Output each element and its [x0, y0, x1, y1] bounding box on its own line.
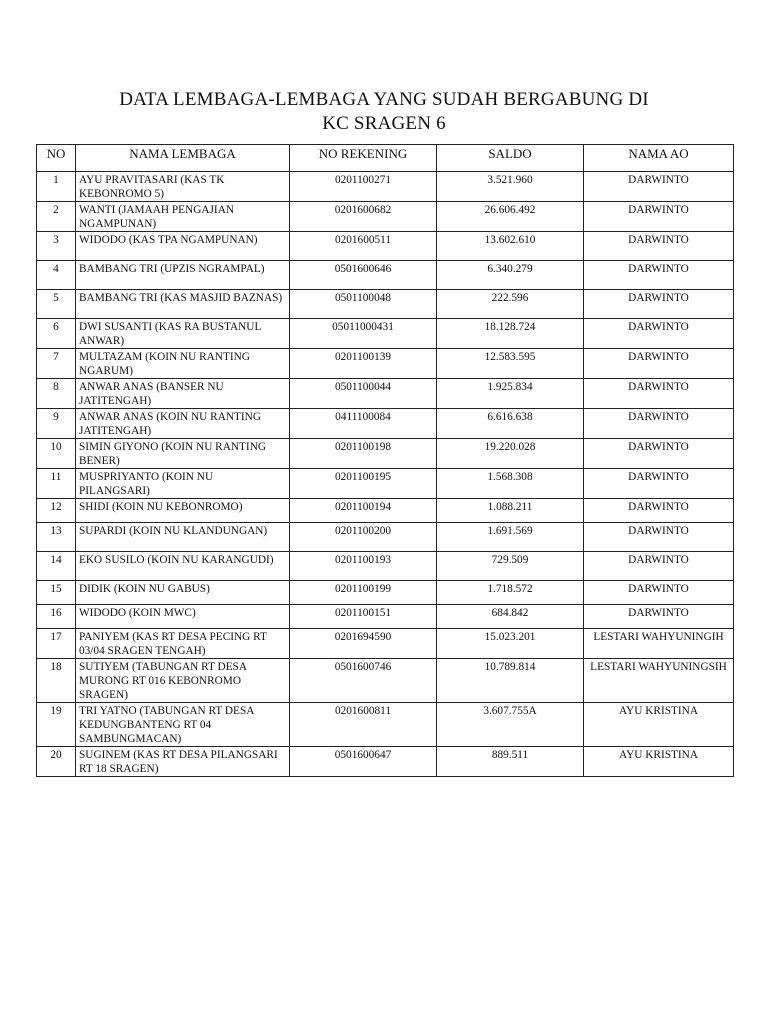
cell-no: 9: [37, 409, 76, 439]
cell-no: 20: [37, 747, 76, 777]
cell-nama-ao: DARWINTO: [584, 202, 734, 232]
table-row: [37, 581, 734, 605]
table-row: [37, 261, 734, 290]
cell-saldo: 26.606.492: [437, 202, 584, 232]
cell-saldo: 889.511: [437, 747, 584, 777]
page-title-line-2: KC SRAGEN 6: [322, 113, 446, 134]
cell-no: 16: [37, 605, 76, 629]
table-body: [37, 172, 734, 777]
cell-no-rekening: 05011000431: [290, 319, 437, 349]
cell-saldo: 3.521.960: [437, 172, 584, 202]
cell-saldo: 6.616.638: [437, 409, 584, 439]
cell-no: 15: [37, 581, 76, 605]
cell-saldo: 1.925.834: [437, 379, 584, 409]
cell-no: 14: [37, 552, 76, 581]
cell-no: 19: [37, 703, 76, 747]
header-nama-ao: NAMA AO: [584, 145, 734, 172]
cell-no: 8: [37, 379, 76, 409]
cell-nama-ao: DARWINTO: [584, 552, 734, 581]
table-row: [37, 659, 734, 703]
cell-saldo: 1.088.211: [437, 499, 584, 523]
table-row: [37, 172, 734, 202]
cell-saldo: 1.568.308: [437, 469, 584, 499]
cell-nama-ao: DARWINTO: [584, 605, 734, 629]
cell-nama-lembaga: MULTAZAM (KOIN NU RANTING NGARUM): [76, 349, 290, 379]
cell-no: 5: [37, 290, 76, 319]
table-row: [37, 232, 734, 261]
cell-no: 13: [37, 523, 76, 552]
cell-saldo: 13.602.610: [437, 232, 584, 261]
cell-nama-ao: DARWINTO: [584, 290, 734, 319]
cell-nama-lembaga: WIDODO (KOIN MWC): [76, 605, 290, 629]
cell-saldo: 1.718.572: [437, 581, 584, 605]
cell-saldo: 10.789.814: [437, 659, 584, 703]
cell-nama-lembaga: SUPARDI (KOIN NU KLANDUNGAN): [76, 523, 290, 552]
cell-no-rekening: 0201100199: [290, 581, 437, 605]
cell-no-rekening: 0501600646: [290, 261, 437, 290]
cell-no-rekening: 0201100198: [290, 439, 437, 469]
cell-nama-lembaga: BAMBANG TRI (KAS MASJID BAZNAS): [76, 290, 290, 319]
header-saldo: SALDO: [437, 145, 584, 172]
cell-nama-ao: DARWINTO: [584, 172, 734, 202]
cell-nama-ao: DARWINTO: [584, 469, 734, 499]
table-row: [37, 629, 734, 659]
cell-nama-ao: DARWINTO: [584, 349, 734, 379]
cell-no-rekening: 0201100271: [290, 172, 437, 202]
cell-no-rekening: 0201100194: [290, 499, 437, 523]
table-row: [37, 469, 734, 499]
cell-nama-ao: DARWINTO: [584, 581, 734, 605]
cell-no-rekening: 0501600647: [290, 747, 437, 777]
cell-nama-ao: AYU KRISTINA: [584, 747, 734, 777]
header-no-rekening: NO REKENING: [290, 145, 437, 172]
cell-no-rekening: 0201600511: [290, 232, 437, 261]
cell-no: 7: [37, 349, 76, 379]
cell-no: 18: [37, 659, 76, 703]
cell-nama-ao: DARWINTO: [584, 523, 734, 552]
cell-no: 3: [37, 232, 76, 261]
data-table: [36, 144, 734, 777]
cell-nama-lembaga: MUSPRIYANTO (KOIN NU PILANGSARI): [76, 469, 290, 499]
cell-no: 17: [37, 629, 76, 659]
cell-saldo: 6.340.279: [437, 261, 584, 290]
cell-no-rekening: 0201100200: [290, 523, 437, 552]
cell-no: 11: [37, 469, 76, 499]
cell-no-rekening: 0201100139: [290, 349, 437, 379]
cell-saldo: 684.842: [437, 605, 584, 629]
cell-nama-lembaga: ANWAR ANAS (KOIN NU RANTING JATITENGAH): [76, 409, 290, 439]
page-title-line-1: DATA LEMBAGA-LEMBAGA YANG SUDAH BERGABUNG DI: [119, 89, 649, 110]
cell-nama-ao: DARWINTO: [584, 499, 734, 523]
cell-nama-lembaga: WIDODO (KAS TPA NGAMPUNAN): [76, 232, 290, 261]
cell-no: 4: [37, 261, 76, 290]
cell-saldo: 729.509: [437, 552, 584, 581]
table-row: [37, 703, 734, 747]
table-row: [37, 499, 734, 523]
cell-nama-ao: DARWINTO: [584, 379, 734, 409]
cell-nama-ao: AYU KRISTINA: [584, 703, 734, 747]
table-row: [37, 290, 734, 319]
table-row: [37, 605, 734, 629]
cell-no: 1: [37, 172, 76, 202]
cell-no: 12: [37, 499, 76, 523]
cell-nama-ao: LESTARI WAHYUNINGSIH: [584, 659, 734, 703]
page-title: [0, 88, 768, 136]
cell-no-rekening: 0201100151: [290, 605, 437, 629]
cell-saldo: 19.220.028: [437, 439, 584, 469]
cell-nama-ao: DARWINTO: [584, 232, 734, 261]
table-row: [37, 552, 734, 581]
table-row: [37, 523, 734, 552]
cell-saldo: 222.596: [437, 290, 584, 319]
cell-no-rekening: 0411100084: [290, 409, 437, 439]
cell-no-rekening: 0201600811: [290, 703, 437, 747]
cell-nama-lembaga: SIMIN GIYONO (KOIN NU RANTING BENER): [76, 439, 290, 469]
cell-nama-ao: DARWINTO: [584, 261, 734, 290]
cell-saldo: 12.583.595: [437, 349, 584, 379]
cell-no: 6: [37, 319, 76, 349]
cell-no-rekening: 0201600682: [290, 202, 437, 232]
table-row: [37, 747, 734, 777]
cell-no-rekening: 0501600746: [290, 659, 437, 703]
cell-nama-lembaga: SUTIYEM (TABUNGAN RT DESA MURONG RT 016 KEBONROMO SRAGEN): [76, 659, 290, 703]
table-row: [37, 439, 734, 469]
cell-nama-ao: DARWINTO: [584, 439, 734, 469]
cell-nama-lembaga: ANWAR ANAS (BANSER NU JATITENGAH): [76, 379, 290, 409]
cell-nama-lembaga: BAMBANG TRI (UPZIS NGRAMPAL): [76, 261, 290, 290]
cell-no-rekening: 0501100044: [290, 379, 437, 409]
cell-saldo: 15.023.201: [437, 629, 584, 659]
cell-nama-ao: DARWINTO: [584, 409, 734, 439]
table-row: [37, 379, 734, 409]
cell-nama-ao: LESTARI WAHYUNINGIH: [584, 629, 734, 659]
cell-no-rekening: 0201100193: [290, 552, 437, 581]
cell-saldo: 18.128.724: [437, 319, 584, 349]
cell-no: 2: [37, 202, 76, 232]
table-row: [37, 202, 734, 232]
header-nama-lembaga: NAMA LEMBAGA: [76, 145, 290, 172]
table-row: [37, 409, 734, 439]
cell-nama-lembaga: DIDIK (KOIN NU GABUS): [76, 581, 290, 605]
cell-nama-lembaga: AYU PRAVITASARI (KAS TK KEBONROMO 5): [76, 172, 290, 202]
table-row: [37, 319, 734, 349]
cell-nama-lembaga: SHIDI (KOIN NU KEBONROMO): [76, 499, 290, 523]
cell-saldo: 3.607.755A: [437, 703, 584, 747]
cell-nama-lembaga: SUGINEM (KAS RT DESA PILANGSARI RT 18 SRAGEN): [76, 747, 290, 777]
cell-nama-lembaga: PANIYEM (KAS RT DESA PECING RT 03/04 SRAGEN TENGAH): [76, 629, 290, 659]
cell-nama-lembaga: DWI SUSANTI (KAS RA BUSTANUL ANWAR): [76, 319, 290, 349]
cell-no: 10: [37, 439, 76, 469]
cell-no-rekening: 0201694590: [290, 629, 437, 659]
table-header-row: [37, 145, 734, 172]
table-row: [37, 349, 734, 379]
header-no: NO: [37, 145, 76, 172]
cell-nama-lembaga: TRI YATNO (TABUNGAN RT DESA KEDUNGBANTENG RT 04 SAMBUNGMACAN): [76, 703, 290, 747]
cell-nama-lembaga: WANTI (JAMAAH PENGAJIAN NGAMPUNAN): [76, 202, 290, 232]
cell-no-rekening: 0501100048: [290, 290, 437, 319]
cell-nama-lembaga: EKO SUSILO (KOIN NU KARANGUDI): [76, 552, 290, 581]
cell-no-rekening: 0201100195: [290, 469, 437, 499]
cell-saldo: 1.691.569: [437, 523, 584, 552]
cell-nama-ao: DARWINTO: [584, 319, 734, 349]
